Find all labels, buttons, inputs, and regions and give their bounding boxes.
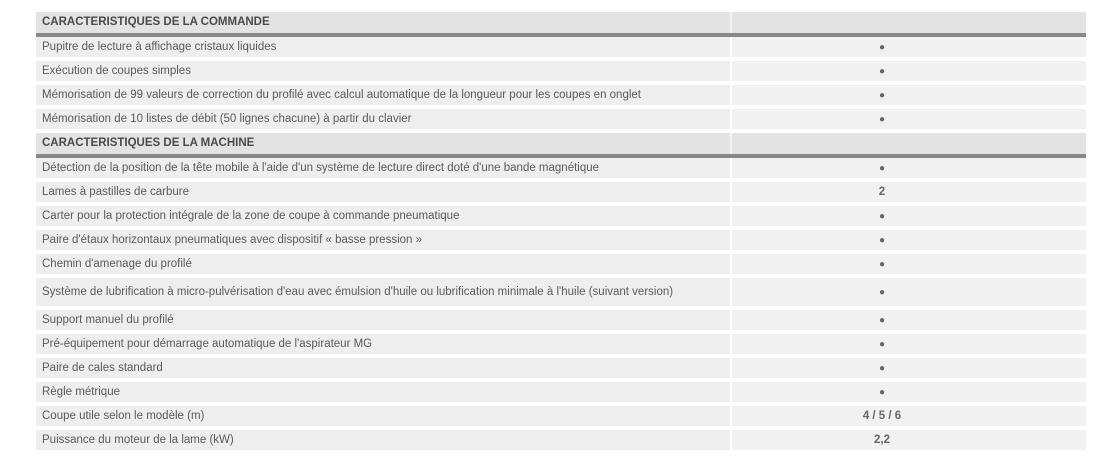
row-value: ● (878, 314, 886, 326)
table-row (36, 35, 1086, 59)
row-label: Coupe utile selon le modèle (m) (36, 404, 731, 428)
table-row (36, 180, 1086, 204)
table-row (36, 156, 1086, 180)
row-label: Détection de la position de la tête mobile à l'aide d'un système de lecture direct doté d'une bande magnétique (36, 156, 731, 180)
table-row (36, 228, 1086, 252)
row-label: Pupitre de lecture à affichage cristaux liquides (36, 35, 731, 59)
table-row (36, 380, 1086, 404)
row-label: Mémorisation de 99 valeurs de correction du profilé avec calcul automatique de la longueur pour les coupes en onglet (36, 83, 731, 107)
table-row (36, 428, 1086, 452)
row-value: ● (878, 338, 886, 350)
row-label: Paire d'étaux horizontaux pneumatiques avec dispositif « basse pression » (36, 228, 731, 252)
section-header-commande (36, 12, 1086, 35)
row-label: Exécution de coupes simples (36, 59, 731, 83)
row-value: 4 / 5 / 6 (862, 409, 902, 422)
table-row (36, 83, 1086, 107)
row-label: Lames à pastilles de carbure (36, 180, 731, 204)
row-label: Support manuel du profilé (36, 308, 731, 332)
row-value: ● (878, 362, 886, 374)
row-label: Paire de cales standard (36, 356, 731, 380)
table-row (36, 276, 1086, 308)
table-row (36, 404, 1086, 428)
section-title: CARACTERISTIQUES DE LA COMMANDE (36, 12, 731, 35)
row-value: ● (878, 162, 886, 174)
table-row (36, 308, 1086, 332)
section-header-machine (36, 131, 1086, 156)
table-row (36, 59, 1086, 83)
row-value: ● (878, 41, 886, 53)
row-value: ● (878, 210, 886, 222)
table-row (36, 204, 1086, 228)
spec-table (36, 12, 1086, 454)
section-title: CARACTERISTIQUES DE LA MACHINE (36, 131, 731, 156)
row-label: Carter pour la protection intégrale de la zone de coupe à commande pneumatique (36, 204, 731, 228)
row-value: ● (878, 286, 886, 298)
row-value: 2 (878, 185, 886, 198)
table-row (36, 252, 1086, 276)
row-value: 2,2 (874, 433, 890, 446)
table-row (36, 107, 1086, 131)
row-label: Puissance du moteur de la lame (kW) (36, 428, 731, 452)
row-value: ● (878, 65, 886, 77)
table-row (36, 332, 1086, 356)
row-value: ● (878, 258, 886, 270)
row-value: ● (878, 89, 886, 101)
table-row (36, 356, 1086, 380)
row-label: Chemin d'amenage du profilé (36, 252, 731, 276)
row-label: Mémorisation de 10 listes de débit (50 lignes chacune) à partir du clavier (36, 107, 731, 131)
row-label: Système de lubrification à micro-pulvérisation d'eau avec émulsion d'huile ou lubrification minimale à l'huile (suivant version) (36, 276, 731, 308)
row-value: ● (878, 386, 886, 398)
row-label: Pré-équipement pour démarrage automatique de l'aspirateur MG (36, 332, 731, 356)
row-value: ● (878, 234, 886, 246)
row-value: ● (878, 113, 886, 125)
row-label: Règle métrique (36, 380, 731, 404)
